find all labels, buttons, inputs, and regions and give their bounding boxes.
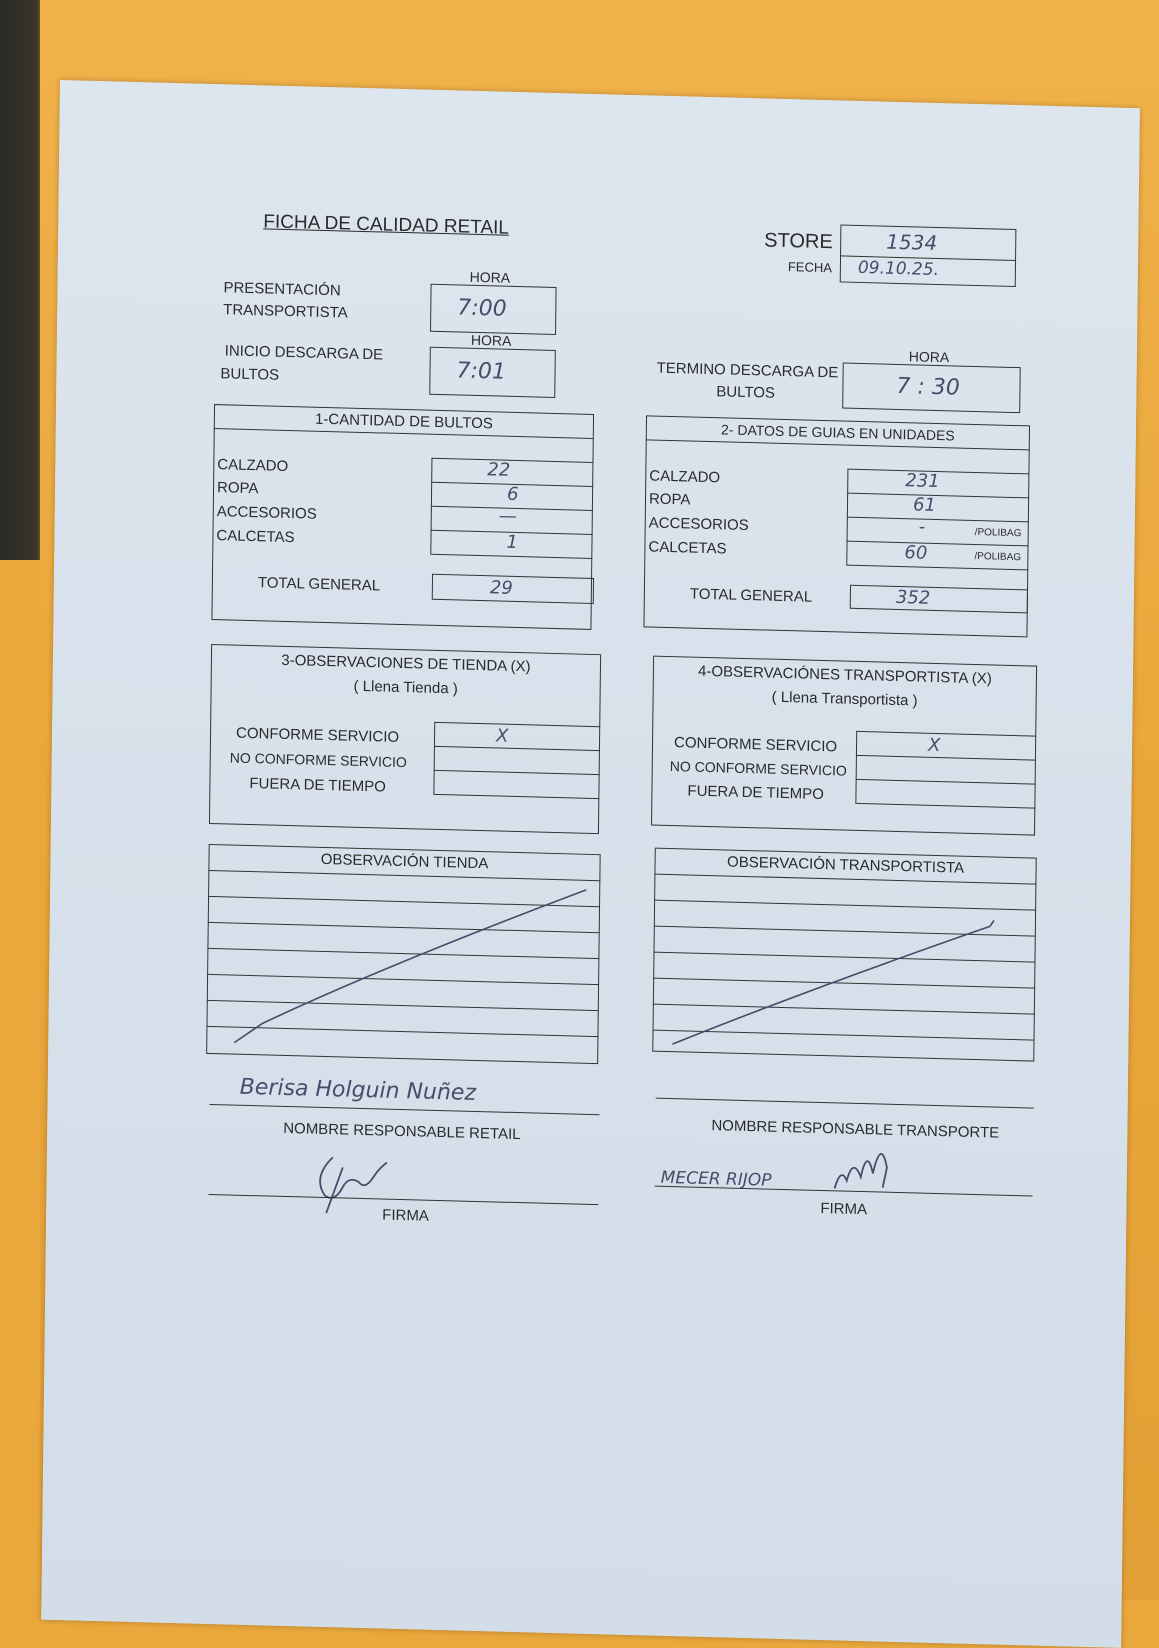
bultos-row-value: 1 [506, 531, 519, 554]
form-sheet [41, 80, 1140, 1648]
obs-transportista-row-label: NO CONFORME SERVICIO [669, 758, 847, 779]
form-title: FICHA DE CALIDAD RETAIL [263, 211, 510, 239]
termino-label-1: TERMINO DESCARGA DE [656, 359, 839, 382]
guias-row-value: 231 [905, 470, 940, 493]
hora-label-1: HORA [469, 268, 511, 286]
retail-name-label: NOMBRE RESPONSABLE RETAIL [283, 1119, 521, 1144]
obs-transportista-row-label: FUERA DE TIEMPO [687, 782, 824, 804]
presentacion-value: 7:00 [457, 295, 507, 322]
observacion-tienda-strike [206, 870, 600, 1064]
hora-label-2: HORA [470, 331, 512, 349]
guias-unit: /POLIBAG [974, 526, 1022, 540]
store-value: 1534 [886, 229, 938, 255]
guias-row-value: 61 [912, 494, 937, 516]
termino-label-2: BULTOS [716, 383, 776, 402]
transporte-signature-icon [827, 1136, 908, 1198]
guias-row-value: 60 [904, 542, 928, 564]
presentacion-label-2: TRANSPORTISTA [223, 301, 348, 322]
guias-total-label: TOTAL GENERAL [689, 585, 813, 606]
transporte-firma-label: FIRMA [820, 1199, 868, 1219]
transporte-name-handwritten: MECER RIJOP [660, 1167, 772, 1191]
bultos-row-value: 6 [506, 483, 519, 506]
observacion-tienda-title: OBSERVACIÓN TIENDA [320, 850, 489, 873]
inicio-label-1: INICIO DESCARGA DE [224, 342, 384, 364]
inicio-label-2: BULTOS [220, 365, 280, 384]
transporte-name-label: NOMBRE RESPONSABLE TRANSPORTE [711, 1117, 1000, 1142]
guias-total-value: 352 [895, 586, 931, 609]
retail-firma-label: FIRMA [382, 1206, 429, 1225]
obs-tienda-subtitle: ( Llena Tienda ) [353, 677, 458, 698]
obs-transportista-title: 4-OBSERVACIÓNES TRANSPORTISTA (X) [697, 662, 992, 688]
guias-title: 2- DATOS DE GUIAS EN UNIDADES [720, 421, 955, 444]
obs-tienda-row-label: FUERA DE TIEMPO [249, 775, 386, 796]
bultos-row-value: 22 [487, 459, 511, 481]
inicio-value: 7:01 [456, 358, 507, 385]
bultos-title: 1-CANTIDAD DE BULTOS [314, 410, 493, 433]
fecha-value: 09.10.25. [857, 257, 940, 281]
bultos-row-label: ACCESORIOS [216, 503, 317, 523]
fecha-label: FECHA [787, 259, 833, 276]
bultos-row-label: ROPA [216, 479, 259, 498]
bultos-row-value: — [498, 505, 517, 527]
obs-transportista-mark: X [927, 734, 941, 757]
guias-row-label: CALZADO [649, 467, 721, 487]
hora-label-3: HORA [908, 348, 950, 366]
guias-row-label: ACCESORIOS [648, 514, 749, 535]
presentacion-label-1: PRESENTACIÓN [223, 279, 341, 300]
guias-total-box [850, 585, 1028, 614]
obs-tienda-mark: X [495, 725, 509, 747]
termino-value: 7 : 30 [896, 373, 961, 401]
observacion-transportista-title: OBSERVACIÓN TRANSPORTISTA [727, 853, 965, 877]
retail-name-handwritten: Berisa Holguin Nuñez [239, 1074, 477, 1106]
observacion-transportista-strike [652, 874, 1036, 1062]
bultos-row-label: CALZADO [217, 456, 289, 476]
bultos-row-label: CALCETAS [216, 527, 295, 547]
guias-row-label: CALCETAS [648, 538, 727, 558]
store-label: STORE [764, 229, 833, 254]
guias-row-value: - [918, 516, 926, 538]
obs-transportista-row-label: CONFORME SERVICIO [673, 734, 838, 756]
obs-tienda-title: 3-OBSERVACIONES DE TIENDA (X) [281, 651, 531, 676]
bultos-total-value: 29 [489, 577, 513, 599]
obs-tienda-row-label: NO CONFORME SERVICIO [229, 749, 407, 771]
guias-row-label: ROPA [648, 490, 691, 509]
obs-transportista-subtitle: ( Llena Transportista ) [771, 688, 918, 710]
guias-unit: /POLIBAG [974, 550, 1022, 564]
obs-tienda-row-label: CONFORME SERVICIO [235, 724, 400, 746]
bultos-total-label: TOTAL GENERAL [257, 574, 381, 595]
